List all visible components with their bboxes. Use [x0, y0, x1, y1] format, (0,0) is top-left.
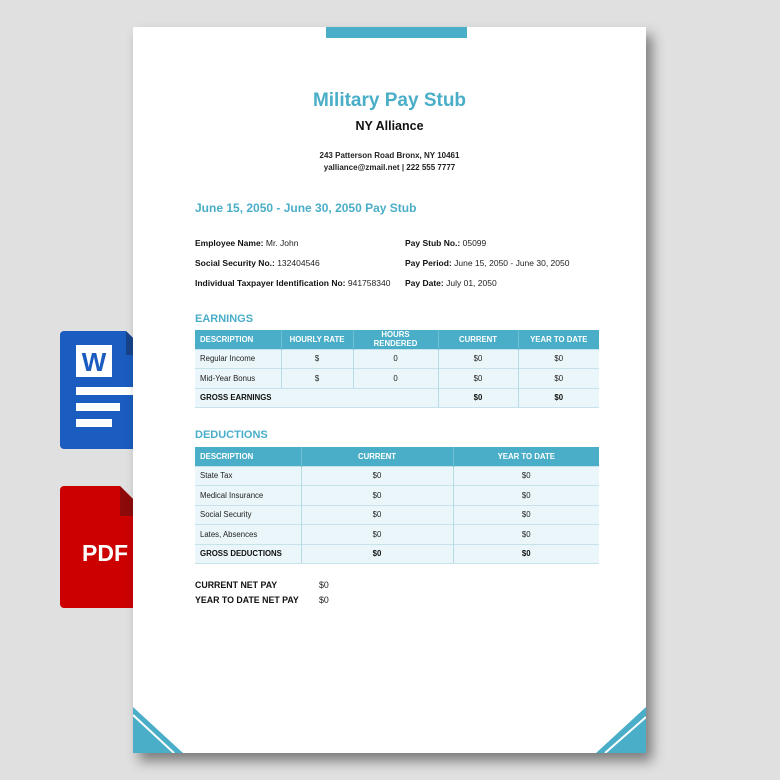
earnings-header-row	[195, 330, 599, 349]
deductions-table	[195, 447, 599, 564]
social-security-no: Social Security No.: 132404546	[195, 258, 320, 268]
company-contact: yalliance@zmail.net | 222 555 7777	[323, 163, 456, 172]
current-net-pay-label: CURRENT NET PAY	[195, 580, 278, 590]
document-title: Military Pay Stub	[312, 90, 467, 111]
pdf-label: PDF	[82, 540, 128, 566]
corner-decoration-left	[133, 707, 183, 753]
taxpayer-id-no: Individual Taxpayer Identification No: 941758340	[195, 278, 391, 288]
earnings-col-current: CURRENT	[438, 330, 518, 349]
table-row: Social Security $0 $0	[195, 505, 599, 525]
gross-earnings-row	[195, 388, 599, 408]
table-row: Lates, Absences $0 $0	[195, 525, 599, 545]
earnings-table	[195, 330, 599, 408]
gross-earnings-ytd: $0	[518, 388, 599, 408]
pay-stub-page	[133, 27, 646, 753]
earnings-col-hours-rendered: HOURS RENDERED	[353, 330, 438, 349]
table-row: Regular Income $ 0 $0 $0	[195, 349, 599, 369]
ytd-net-pay-value: $0	[319, 595, 329, 605]
table-row: Medical Insurance $0 $0	[195, 486, 599, 506]
deductions-col-current: CURRENT	[301, 447, 453, 466]
employee-name: Employee Name: Mr. John	[195, 238, 299, 248]
gross-deductions-ytd: $0	[453, 544, 599, 564]
earnings-title: EARNINGS	[195, 313, 254, 325]
top-accent-bar	[326, 27, 467, 38]
table-row: Mid-Year Bonus $ 0 $0 $0	[195, 369, 599, 389]
deductions-title: DEDUCTIONS	[195, 429, 268, 441]
company-name: NY Alliance	[355, 119, 424, 133]
earnings-col-ytd: YEAR TO DATE	[518, 330, 599, 349]
company-address: 243 Patterson Road Bronx, NY 10461	[319, 151, 460, 160]
pay-date: Pay Date: July 01, 2050	[405, 278, 497, 288]
pay-stub-no: Pay Stub No.: 05099	[405, 238, 487, 248]
deductions-header-row	[195, 447, 599, 466]
gross-deductions-current: $0	[301, 544, 453, 564]
earnings-col-hourly-rate: HOURLY RATE	[281, 330, 353, 349]
table-row: State Tax $0 $0	[195, 466, 599, 486]
word-glyph: W	[81, 347, 107, 377]
pay-period-heading: June 15, 2050 - June 30, 2050 Pay Stub	[195, 201, 417, 215]
gross-earnings-current: $0	[438, 388, 518, 408]
ytd-net-pay-label: YEAR TO DATE NET PAY	[195, 595, 299, 605]
gross-deductions-row	[195, 544, 599, 564]
earnings-col-description: DESCRIPTION	[195, 330, 281, 349]
deductions-col-ytd: YEAR TO DATE	[453, 447, 599, 466]
current-net-pay-value: $0	[319, 580, 329, 590]
pay-period: Pay Period: June 15, 2050 - June 30, 2050	[405, 258, 570, 268]
corner-decoration-right	[596, 707, 646, 753]
gross-earnings-label: GROSS EARNINGS	[195, 388, 438, 408]
deductions-col-description: DESCRIPTION	[195, 447, 301, 466]
gross-deductions-label: GROSS DEDUCTIONS	[195, 544, 301, 564]
